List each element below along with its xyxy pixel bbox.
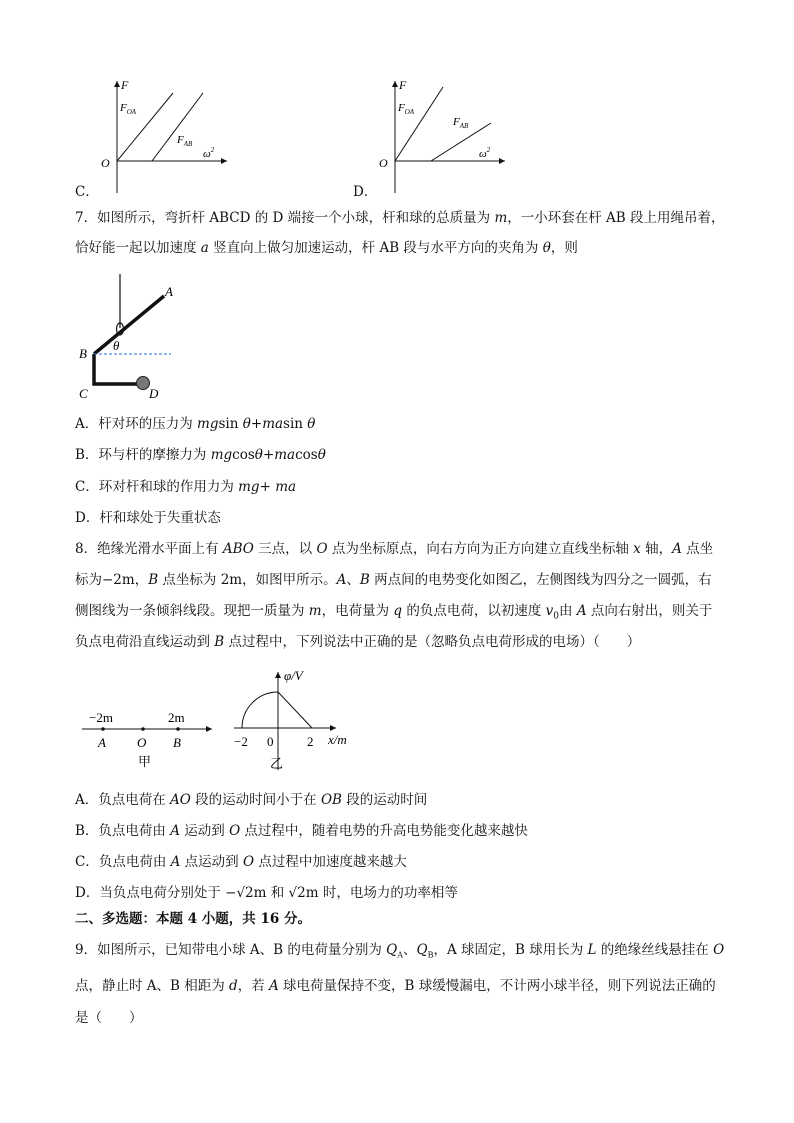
q7-stem-line1: 7．如图所示，弯折杆 ABCD 的 D 端接一个小球，杆和球的总质量为 m，一小环套在杆 AB 段上用绳吊着， xyxy=(75,210,725,226)
label-b: B xyxy=(173,735,181,750)
label-a: A xyxy=(98,735,106,750)
arc-curve xyxy=(242,692,278,728)
q7-figure xyxy=(75,270,195,402)
x-label: $\omega^2$ xyxy=(479,146,491,160)
x-label: $\omega^2$ xyxy=(203,146,215,160)
label-a: A xyxy=(165,284,173,299)
y-label: F xyxy=(399,78,407,92)
fab-label: $F_{AB}$ xyxy=(453,116,469,130)
origin-label: O xyxy=(379,156,388,170)
rod-ab xyxy=(94,296,164,354)
x-label: x/m xyxy=(328,732,347,747)
caption-yi: 乙 xyxy=(270,756,284,771)
tick-2: 2 xyxy=(307,734,314,749)
q8-figure-yi xyxy=(228,664,368,774)
section-title: 二、多选题：本题 4 小题，共 16 分。 xyxy=(75,911,311,927)
q8-option-b: B．负点电荷由 A 运动到 O 点过程中，随着电势的升高电势能变化越来越快 xyxy=(75,823,528,839)
tick-neg2: −2 xyxy=(234,734,248,749)
point-o xyxy=(141,727,145,731)
q8-figure-jia xyxy=(78,700,218,772)
q8-stem-line4: 负点电荷沿直线运动到 B 点过程中，下列说法中正确的是（忽略负点电荷形成的电场）（ ） xyxy=(75,634,641,650)
y-label: F xyxy=(121,78,129,92)
q7-option-d: D．杆和球处于失重状态 xyxy=(75,510,221,526)
q7-stem-line2: 恰好能一起以加速度 a 竖直向上做匀加速运动，杆 AB 段与水平方向的夹角为 θ，则 xyxy=(75,240,578,256)
rod-bcd xyxy=(94,354,141,384)
q9-stem-line2: 点，静止时 A、B 相距为 d，若 A 球电荷量保持不变，B 球缓慢漏电，不计两小球半径，则下列说法正确的 xyxy=(75,978,716,994)
tick-0: 0 xyxy=(267,734,274,749)
foa-label: $F_{OA}$ xyxy=(120,102,137,116)
option-d-label: D． xyxy=(353,184,378,200)
q8-option-a: A．负点电荷在 AO 段的运动时间小于在 OB 段的运动时间 xyxy=(75,792,428,808)
q8-option-c: C．负点电荷由 A 点运动到 O 点过程中加速度越来越大 xyxy=(75,854,407,870)
label-2m: 2m xyxy=(168,710,185,725)
q9-stem-line1: 9．如图所示，已知带电小球 A、B 的电荷量分别为 $Q_A$、$Q_B$，A 球固定，B 球用长为 L 的绝缘丝线悬挂在 O xyxy=(75,942,725,960)
label-b: B xyxy=(79,346,87,361)
q8-stem-line2: 标为−2m，B 点坐标为 2m，如图甲所示。A、B 两点间的电势变化如图乙，左侧图线为四分之一圆弧，右 xyxy=(75,572,712,588)
q7-option-a: A．杆对环的压力为 mgsin θ+masin θ xyxy=(75,416,316,432)
q7-option-b: B．环与杆的摩擦力为 mgcosθ+macosθ xyxy=(75,447,326,463)
line-foa xyxy=(395,87,443,161)
q8-stem-line3: 侧图线为一条倾斜线段。现把一质量为 m，电荷量为 q 的负点电荷，以初速度 $v_0$由 A 点向右射出，则关于 xyxy=(75,603,713,622)
slope-line xyxy=(278,692,312,728)
y-label: φ/V xyxy=(284,668,303,683)
foa-label: $F_{OA}$ xyxy=(398,102,415,116)
option-c-label: C． xyxy=(75,184,99,200)
label-neg2m: −2m xyxy=(89,710,113,725)
q9-stem-line3: 是（ ） xyxy=(75,1010,143,1026)
q8-option-d: D．当负点电荷分别处于 −√2m 和 √2m 时，电场力的功率相等 xyxy=(75,885,458,901)
label-d: D xyxy=(149,386,159,401)
label-o: O xyxy=(137,735,147,750)
point-b xyxy=(176,727,180,731)
graph-option-d xyxy=(373,75,513,197)
origin-label: O xyxy=(101,156,110,170)
ball xyxy=(137,377,150,390)
line-fab xyxy=(152,93,203,161)
label-theta: θ xyxy=(113,338,120,353)
caption-jia: 甲 xyxy=(138,754,152,769)
label-c: C xyxy=(79,386,88,401)
q8-stem-line1: 8．绝缘光滑水平面上有 ABO 三点，以 O 点为坐标原点，向右方向为正方向建立直线坐标轴 x 轴，A 点坐 xyxy=(75,541,714,557)
q7-option-c: C．环对杆和球的作用力为 mg+ ma xyxy=(75,479,297,495)
fab-label: $F_{AB}$ xyxy=(177,134,193,148)
point-a xyxy=(101,727,105,731)
graph-option-c xyxy=(95,75,235,197)
